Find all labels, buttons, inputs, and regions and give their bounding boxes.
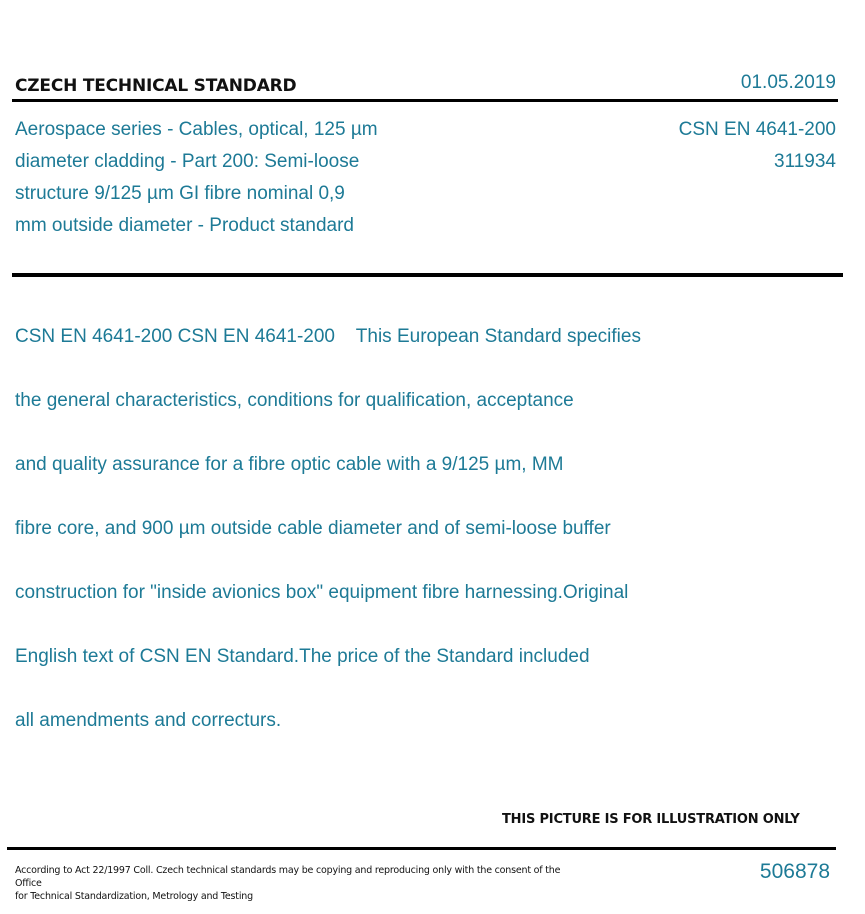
description-line: construction for "inside avionics box" equipment fibre harnessing.Original (15, 582, 629, 603)
description-line: fibre core, and 900 µm outside cable diameter and of semi-loose buffer (15, 518, 611, 539)
description-line: and quality assurance for a fibre optic cable with a 9/125 µm, MM (15, 454, 564, 475)
footer-divider (7, 847, 836, 850)
copyright-notice-line: According to Act 22/1997 Coll. Czech technical standards may be copying and reproducing only with the consent of the Office (15, 865, 561, 889)
footer-document-number: 506878 (759, 860, 830, 883)
standard-title-line: Aerospace series - Cables, optical, 125 µm (15, 119, 378, 140)
illustration-disclaimer: THIS PICTURE IS FOR ILLUSTRATION ONLY (502, 812, 800, 827)
description-line: the general characteristics, conditions for qualification, acceptance (15, 390, 574, 411)
standard-title-line: mm outside diameter - Product standard (15, 215, 354, 236)
catalog-number: 311934 (774, 151, 836, 172)
description-line: CSN EN 4641-200 CSN EN 4641-200 This European Standard specifies (15, 326, 641, 347)
publication-date: 01.05.2019 (740, 72, 836, 93)
section-divider (12, 273, 843, 277)
standard-title-line: structure 9/125 µm GI fibre nominal 0,9 (15, 183, 345, 204)
description-line: English text of CSN EN Standard.The price of the Standard included (15, 646, 590, 667)
document-header-title: CZECH TECHNICAL STANDARD (15, 76, 297, 96)
standard-identifiers (679, 114, 836, 178)
copyright-notice-line: for Technical Standardization, Metrology and Testing (15, 891, 253, 902)
header-divider (12, 99, 838, 102)
standard-description (15, 289, 735, 769)
copyright-notice (15, 864, 585, 903)
standard-title-line: diameter cladding - Part 200: Semi-loose (15, 151, 360, 172)
standard-code: CSN EN 4641-200 (678, 119, 836, 140)
standard-title (15, 114, 455, 242)
description-line: all amendments and correcturs. (15, 710, 282, 731)
